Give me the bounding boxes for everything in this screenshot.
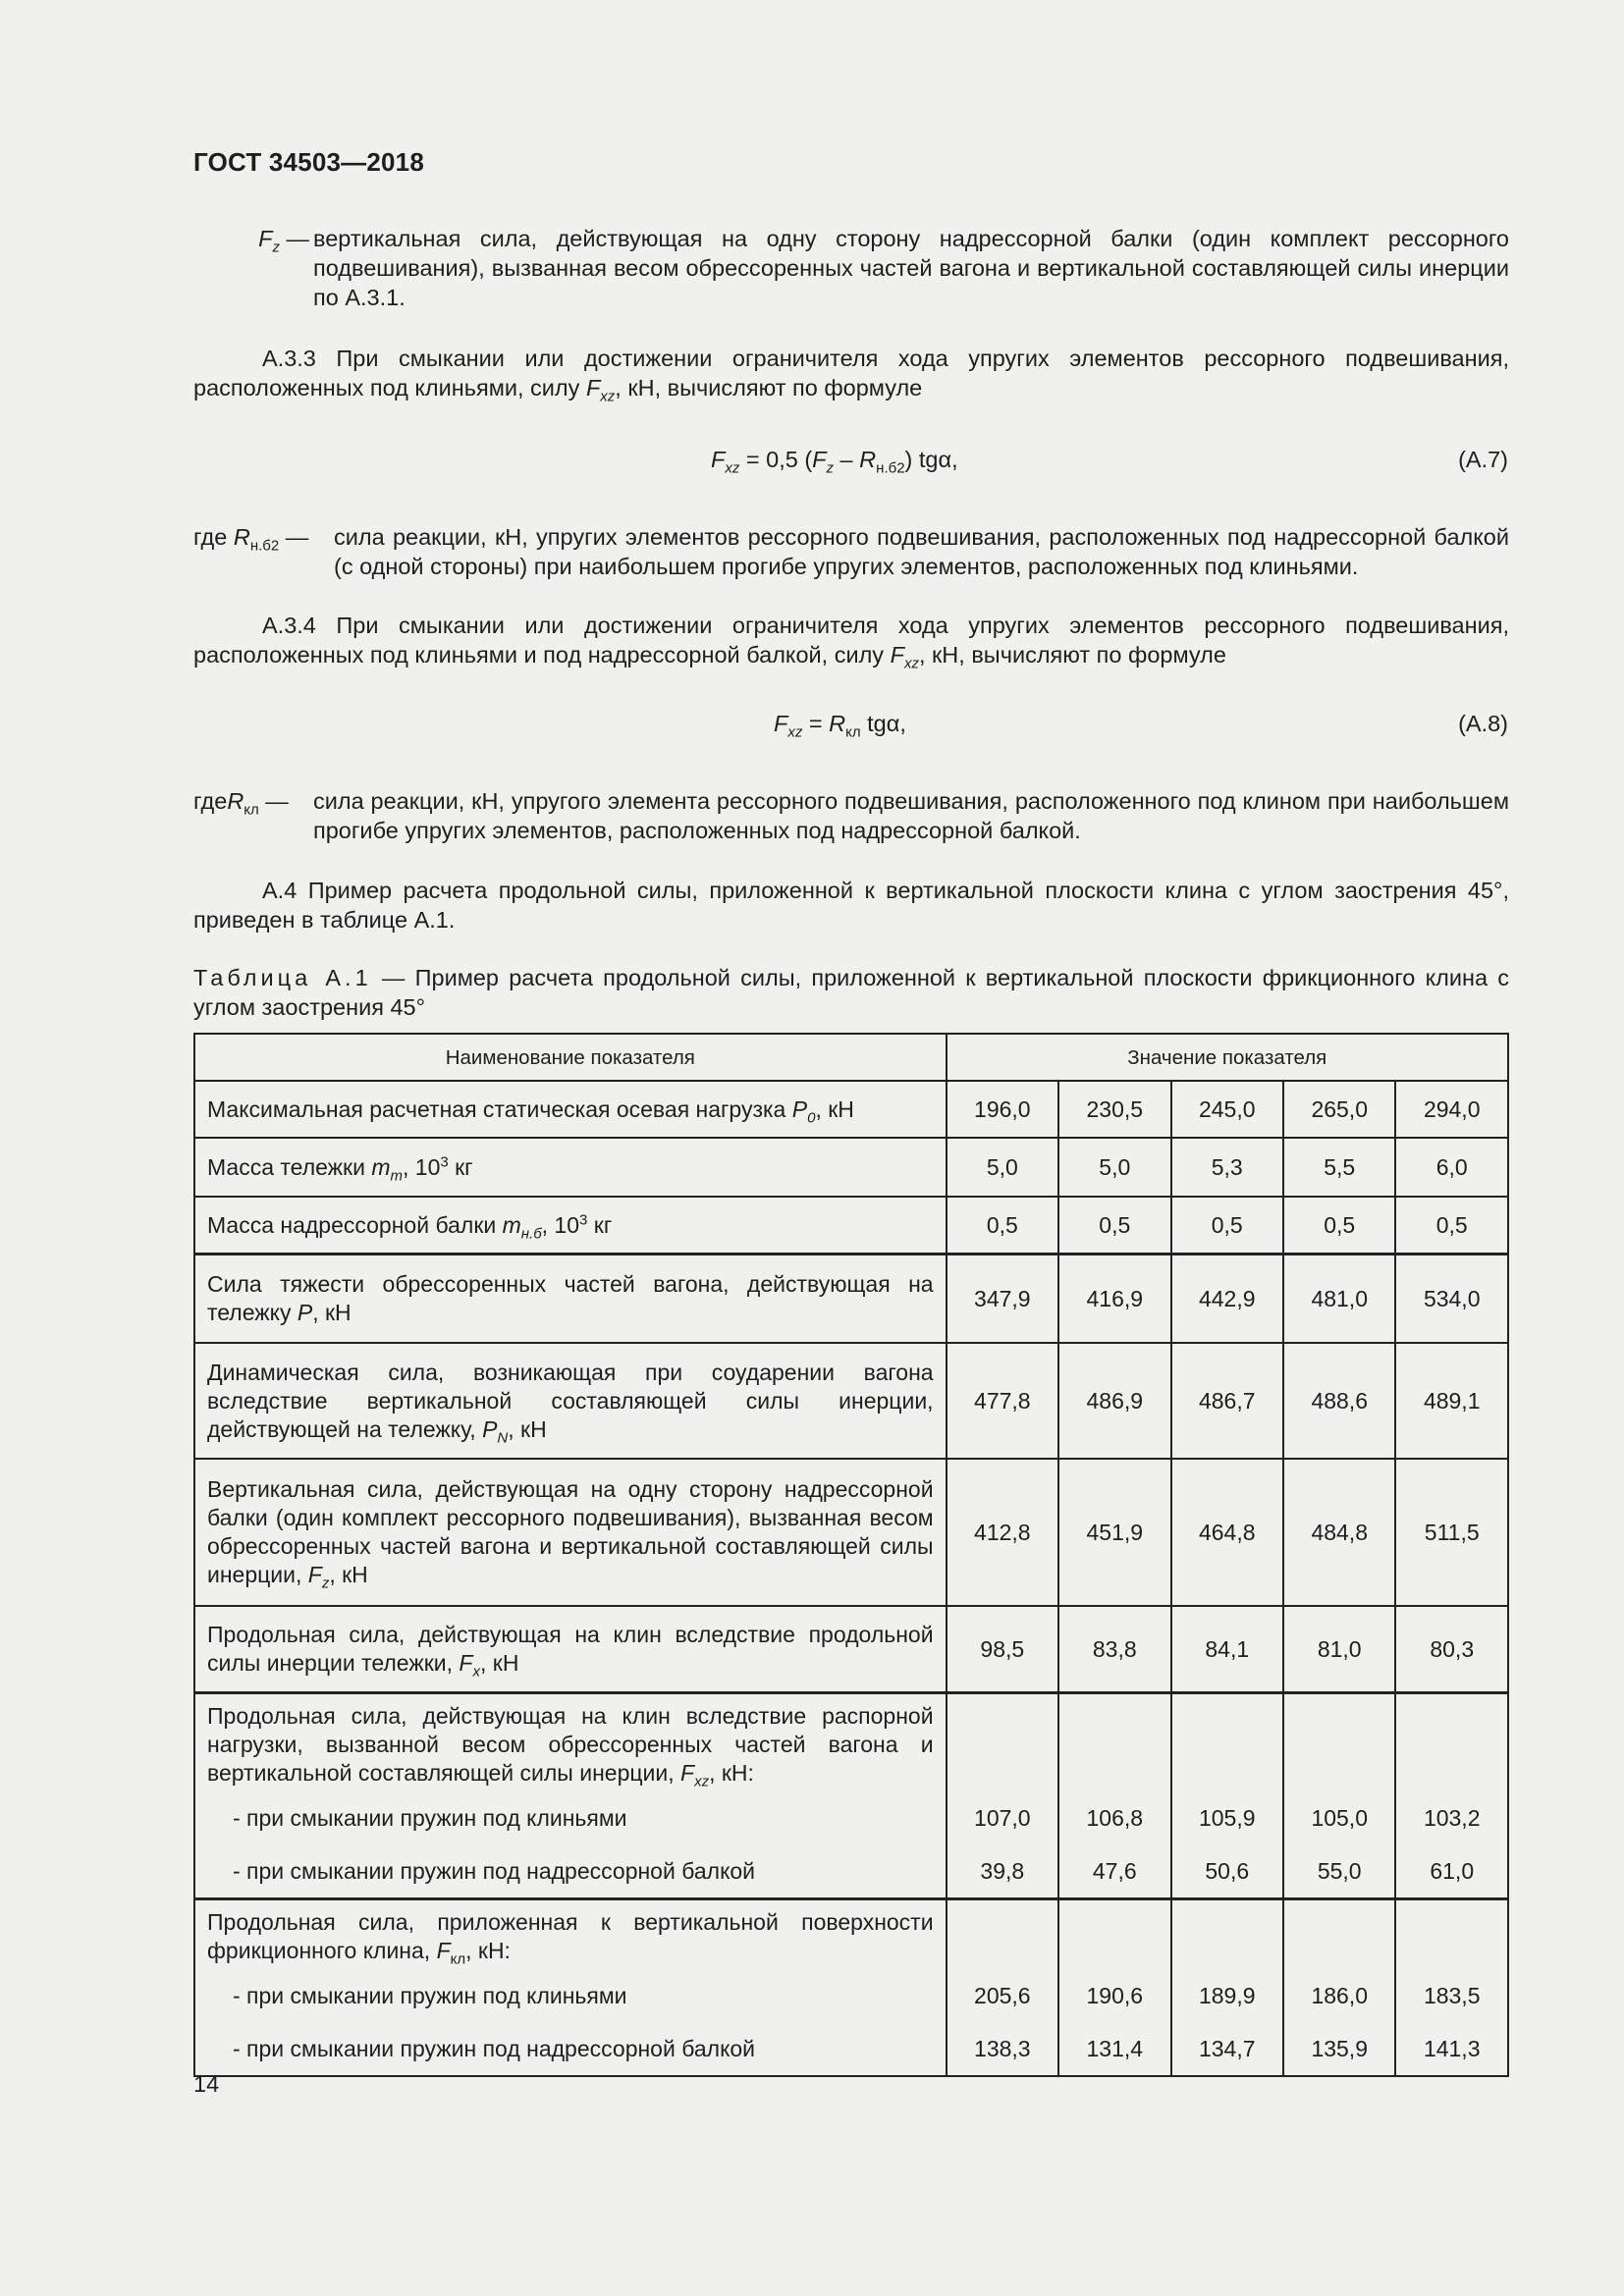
table-cell-name: Продольная сила, действующая на клин вследствие распорной нагрузки, вызванной весом обрессоренных частей вагона и вертикальной составляющей силы инерции, $F_{xz}$, кН:: [194, 1693, 947, 1792]
table-cell-value: 464,8: [1171, 1459, 1283, 1606]
table-cell-value: 245,0: [1171, 1081, 1283, 1138]
table-cell-value: 0,5: [1395, 1197, 1508, 1255]
table-cell-value: 477,8: [947, 1343, 1058, 1459]
table-cell-value: 416,9: [1058, 1255, 1170, 1344]
table-cell-name: Масса надрессорной балки $m_{н.б}$, $10^3$ кг: [194, 1197, 947, 1255]
table-cell-name: - при смыкании пружин под клиньями: [194, 1969, 947, 2022]
equation-number-a8: (А.8): [1458, 711, 1508, 736]
table-cell-value: 83,8: [1058, 1606, 1170, 1693]
table-row: [194, 1459, 1508, 1606]
table-cell-value: 486,9: [1058, 1343, 1170, 1459]
equation-number-a7: (А.7): [1458, 447, 1508, 472]
table-cell-value: 55,0: [1283, 1844, 1395, 1899]
table-row-group2-title: [194, 1899, 1508, 1970]
table-row: [194, 1081, 1508, 1138]
table-cell-name: Масса тележки $m_т$, $10^3$ кг: [194, 1138, 947, 1197]
table-cell-name: Продольная сила, приложенная к вертикальной поверхности фрикционного клина, $F_{кл}$, кН:: [194, 1899, 947, 1970]
table-cell-value: 0,5: [1058, 1197, 1170, 1255]
paragraph-a33: А.3.3 При смыкании или достижении ограничителя хода упругих элементов рессорного подвешивания, расположенных под клиньями, силу $F_{xz}$, кН, вычисляют по формуле: [193, 346, 1509, 405]
table-header-value: Значение показателя: [947, 1034, 1508, 1081]
table-cell-value: 134,7: [1171, 2022, 1283, 2076]
page-number: 14: [193, 2071, 220, 2097]
table-row: [194, 1343, 1508, 1459]
table-cell-value: 488,6: [1283, 1343, 1395, 1459]
table-row-group2-sub1: [194, 1969, 1508, 2022]
table-cell-value: 105,9: [1171, 1791, 1283, 1844]
document-header: ГОСТ 34503—2018: [193, 147, 424, 177]
table-cell-value: 5,5: [1283, 1138, 1395, 1197]
paragraph-a4: А.4 Пример расчета продольной силы, приложенной к вертикальной плоскости клина с углом заострения 45°, приведен в таблице А.1.: [193, 878, 1509, 933]
table-cell-value: 138,3: [947, 2022, 1058, 2076]
data-table: [193, 1033, 1509, 2077]
table-cell-value: 47,6: [1058, 1844, 1170, 1899]
table-cell-value: 6,0: [1395, 1138, 1508, 1197]
table-cell-value: 106,8: [1058, 1791, 1170, 1844]
table-header-name: Наименование показателя: [194, 1034, 947, 1081]
table-cell-value: 186,0: [1283, 1969, 1395, 2022]
table-cell-value: 39,8: [947, 1844, 1058, 1899]
table-cell-name: Сила тяжести обрессоренных частей вагона, действующая на тележку P, кН: [194, 1255, 947, 1344]
table-cell-value: 451,9: [1058, 1459, 1170, 1606]
table-row: [194, 1138, 1508, 1197]
table-cell-value: 489,1: [1395, 1343, 1508, 1459]
table-cell-name: Вертикальная сила, действующая на одну сторону надрессорной балки (один комплект рессорного подвешивания), вызванная весом обрессоренных частей вагона и вертикальной составляющей силы инерции, $F_z$, кН: [194, 1459, 947, 1606]
table-cell-value: 190,6: [1058, 1969, 1170, 2022]
table-cell-value: 0,5: [947, 1197, 1058, 1255]
table-cell-value: 230,5: [1058, 1081, 1170, 1138]
table-row: [194, 1197, 1508, 1255]
table-header-row: [194, 1034, 1508, 1081]
table-cell-value: 484,8: [1283, 1459, 1395, 1606]
table-cell-value: 105,0: [1283, 1791, 1395, 1844]
table-cell-name: - при смыкании пружин под надрессорной балкой: [194, 1844, 947, 1899]
table-cell-value: 183,5: [1395, 1969, 1508, 2022]
table-cell-value: 50,6: [1171, 1844, 1283, 1899]
table-row: [194, 1255, 1508, 1344]
table-cell-value: 61,0: [1395, 1844, 1508, 1899]
table-cell-value: 141,3: [1395, 2022, 1508, 2076]
table-cell-name: - при смыкании пружин под клиньями: [194, 1791, 947, 1844]
definition-term-fz: $F_z$ —: [258, 226, 309, 256]
table-cell-value: 5,0: [1058, 1138, 1170, 1197]
table-cell-value: 5,3: [1171, 1138, 1283, 1197]
table-cell-name: Динамическая сила, возникающая при соударении вагона вследствие вертикальной составляющей силы инерции, действующей на тележку, $P_N$, кН: [194, 1343, 947, 1459]
table-cell-value: 0,5: [1171, 1197, 1283, 1255]
table-cell-value: 511,5: [1395, 1459, 1508, 1606]
table-cell-value: 107,0: [947, 1791, 1058, 1844]
table-cell-name: Продольная сила, действующая на клин вследствие продольной силы инерции тележки, $F_x$, кН: [194, 1606, 947, 1693]
table-row-group1-sub2: [194, 1844, 1508, 1899]
definition-term-rkl: гдеR$_{кл}$ —: [193, 788, 289, 819]
table-cell-value: 412,8: [947, 1459, 1058, 1606]
table-cell-value: 205,6: [947, 1969, 1058, 2022]
table-cell-value: 103,2: [1395, 1791, 1508, 1844]
table-cell-value: 486,7: [1171, 1343, 1283, 1459]
paragraph-a34: А.3.4 При смыкании или достижении ограничителя хода упругих элементов рессорного подвешивания, расположенных под клиньями и под надрессорной балкой, силу $F_{xz}$, кН, вычисляют по формуле: [193, 613, 1509, 672]
table-cell-value: 481,0: [1283, 1255, 1395, 1344]
table-cell-value: 294,0: [1395, 1081, 1508, 1138]
table-row-group2-sub2: [194, 2022, 1508, 2076]
table-cell-value: 196,0: [947, 1081, 1058, 1138]
table-row: [194, 1606, 1508, 1693]
table-cell-value: 5,0: [947, 1138, 1058, 1197]
table-cell-value: 0,5: [1283, 1197, 1395, 1255]
table-cell-value: 534,0: [1395, 1255, 1508, 1344]
table-cell-value: 135,9: [1283, 2022, 1395, 2076]
table-cell-value: 80,3: [1395, 1606, 1508, 1693]
definition-term-rnb2: где $R_{н.б2}$ —: [193, 524, 309, 555]
table-row-group1-title: [194, 1693, 1508, 1792]
table-cell-name: Максимальная расчетная статическая осевая нагрузка $P_0$, кН: [194, 1081, 947, 1138]
definition-text-rnb2: сила реакции, кН, упругих элементов рессорного подвешивания, расположенных под надрессорной балкой (с одной стороны) при наибольшем прогибе упругих элементов, расположенных под клиньями.: [334, 524, 1509, 579]
formula-a7: $F_{xz} = 0,5$ $(F_z - R_{н.б2})$ tgα,: [711, 447, 958, 477]
table-cell-value: 442,9: [1171, 1255, 1283, 1344]
table-cell-value: 131,4: [1058, 2022, 1170, 2076]
table-caption: Таблица А.1 — Пример расчета продольной силы, приложенной к вертикальной плоскости фрикционного клина с углом заострения 45°: [193, 965, 1509, 1020]
table-cell-name: - при смыкании пружин под надрессорной балкой: [194, 2022, 947, 2076]
definition-text-rkl: сила реакции, кН, упругого элемента рессорного подвешивания, расположенного под клином при наибольшем прогибе упругих элементов, расположенных под надрессорной балкой.: [313, 788, 1509, 843]
table-cell-value: 84,1: [1171, 1606, 1283, 1693]
table-body: [194, 1081, 1508, 1693]
table-row-group1-sub1: [194, 1791, 1508, 1844]
table-cell-value: 81,0: [1283, 1606, 1395, 1693]
table-cell-value: 265,0: [1283, 1081, 1395, 1138]
table-cell-value: 189,9: [1171, 1969, 1283, 2022]
formula-a8: $F_{xz} = R_{кл}$ tgα,: [774, 711, 906, 741]
table-cell-value: 98,5: [947, 1606, 1058, 1693]
table-cell-value: 347,9: [947, 1255, 1058, 1344]
definition-text-fz: вертикальная сила, действующая на одну сторону надрессорной балки (один комплект рессорного подвешивания), вызванная весом обрессоренных частей вагона и вертикальной составляющей силы инерции по А.3.1.: [313, 226, 1509, 310]
